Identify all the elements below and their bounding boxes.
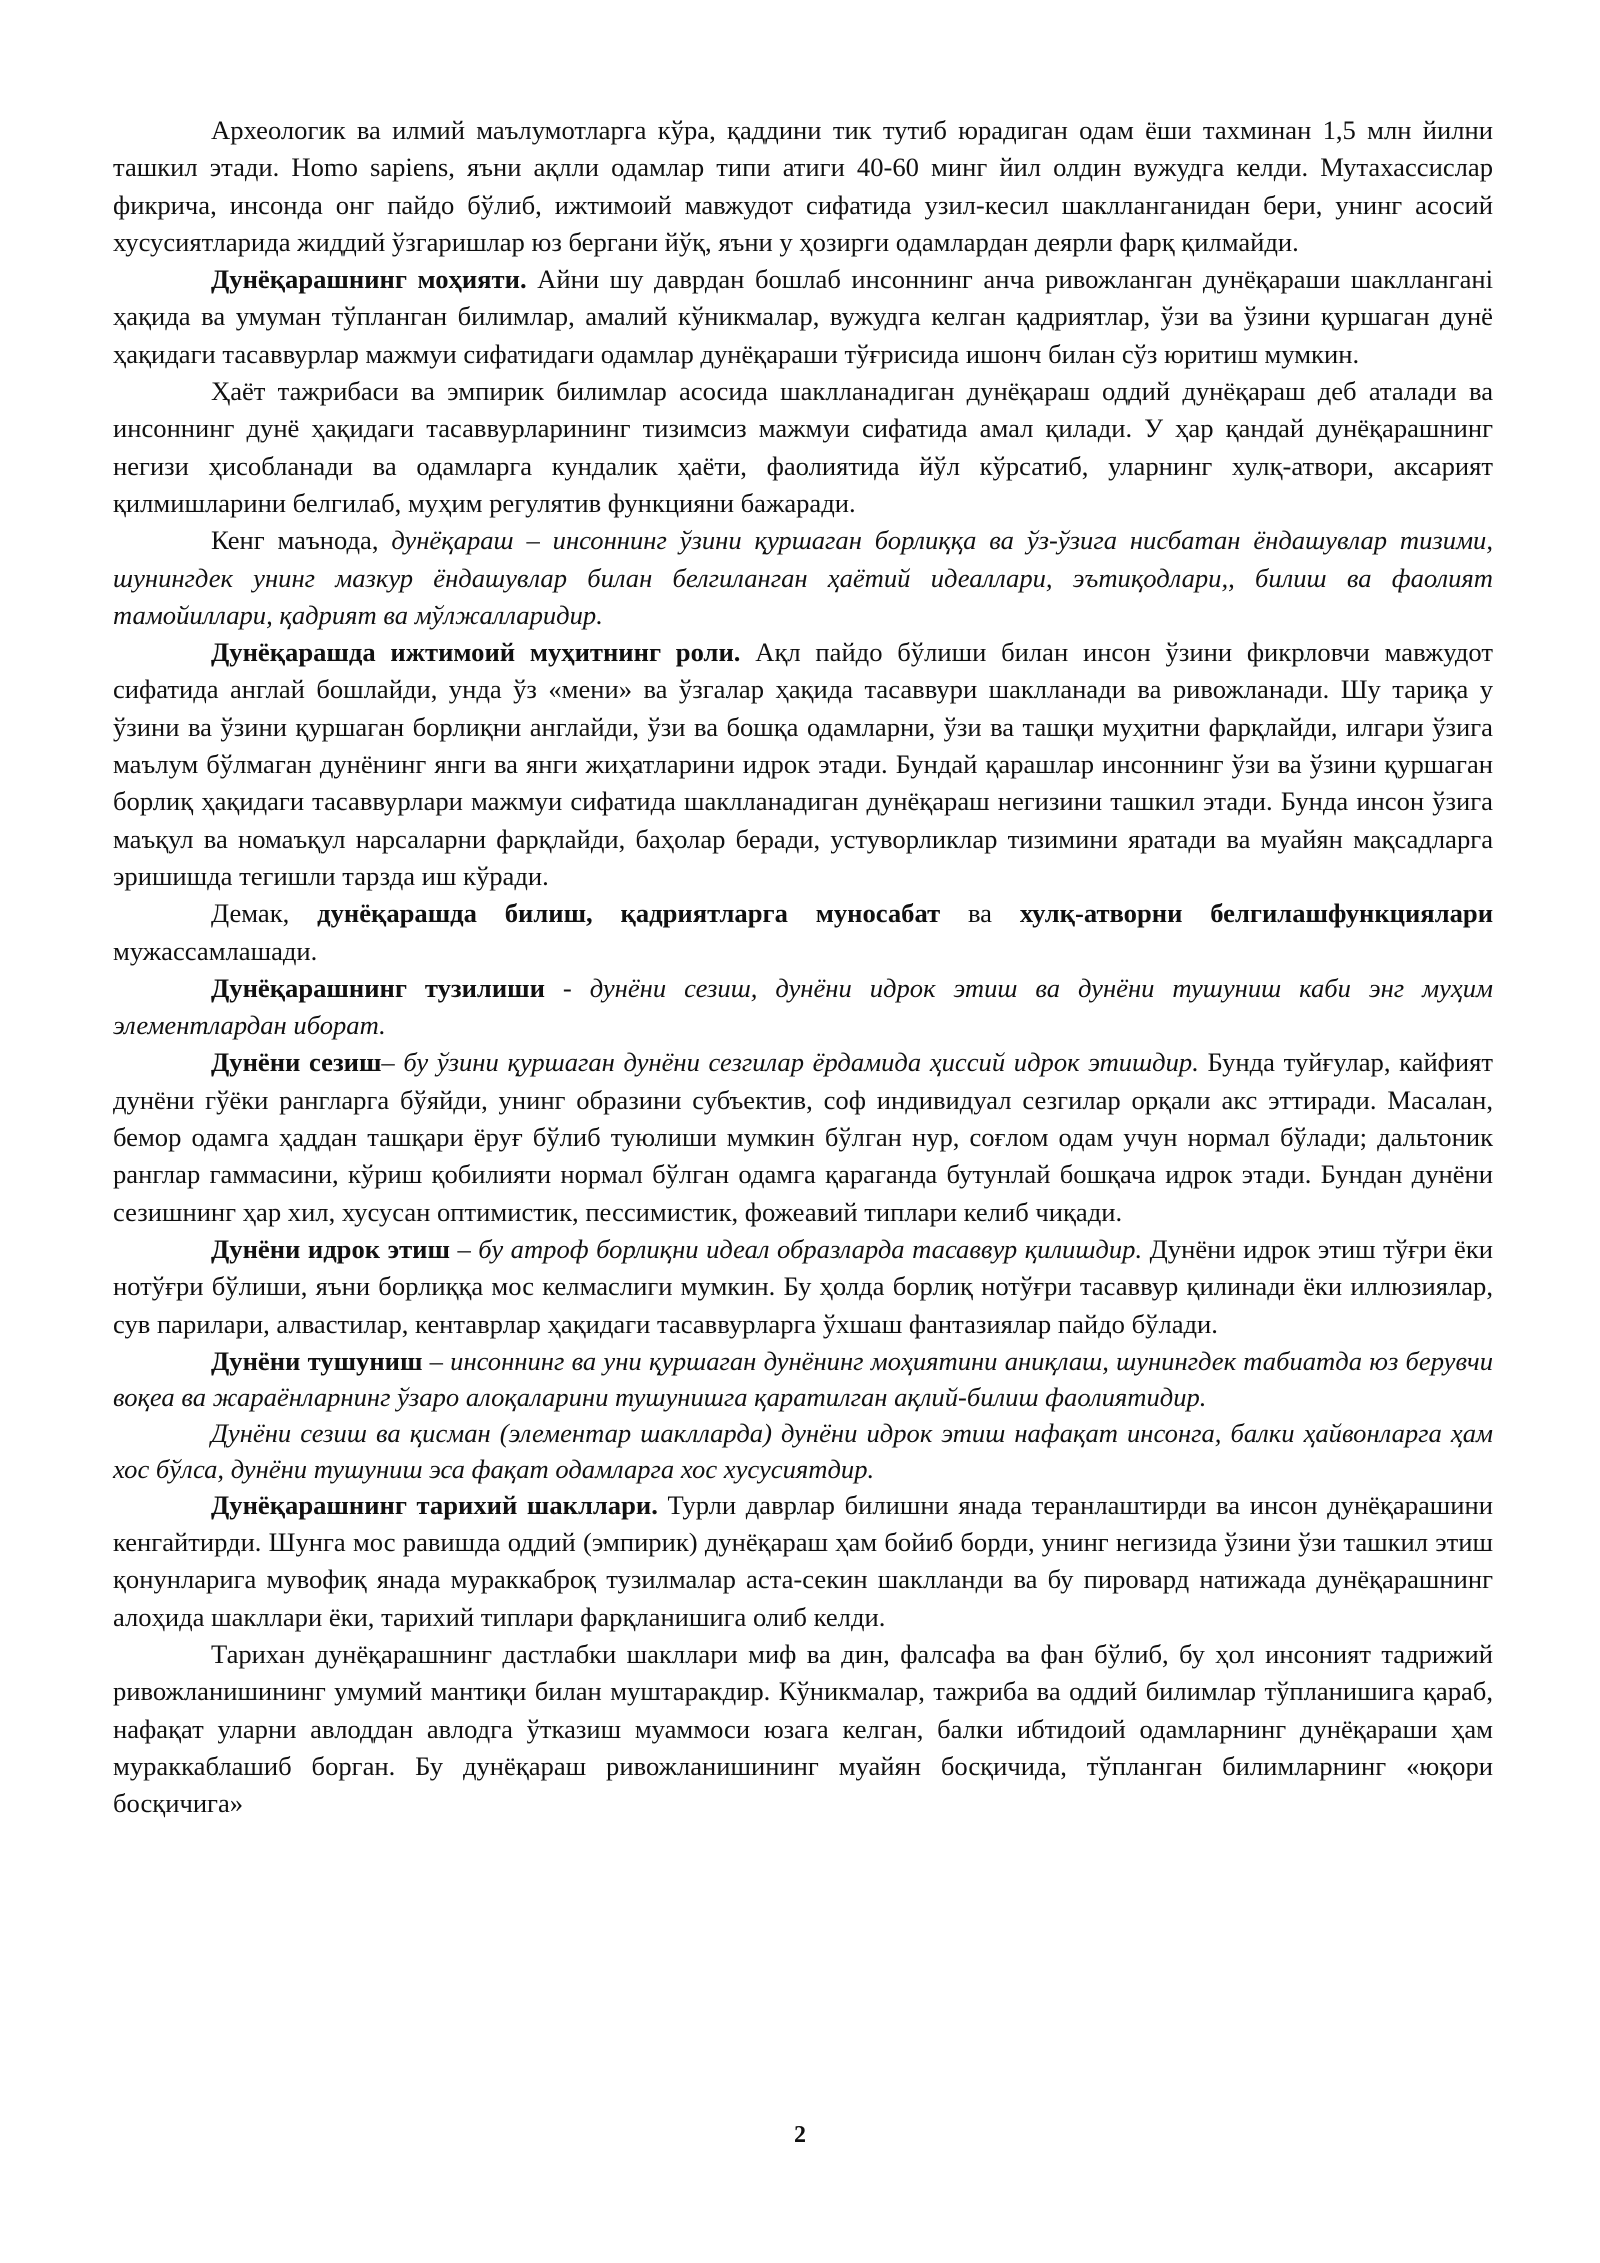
paragraph-understanding [113,1343,1493,1415]
paragraph-text: Археологик ва илмий маълумотларга кўра, қаддини тик тутиб юрадиган одам ёши тахминан 1,5 млн йилни ташкил этади. Homo sapiens, яъни ақлли одамлар типи атиги 40-60 минг йил олдин вужудга келди. Мутахассислар фикрича, инсонда онг пайдо бўлиб, ижтимоий мавжудот сифатида узил-кесил шаклланганидан бери, унинг асосий хусусиятларида жиддий ўзгаришлар юз бергани йўқ, яъни у ҳозирги одамлардан деярли фарқ қилмайди. [113,115,1493,257]
paragraph-text: Дунёни идрок этиш тўғри ёки нотўғри бўлиши, яъни борлиққа мос келмаслиги мумкин. Бу ҳолда борлиқ нотўғри тасаввур қилинади ёки иллюзиялар, сув парилари, алвастилар, кентаврлар ҳақидаги тасаввурларга ўхшаш фантазиялар пайдо бўлади. [113,1233,1494,1339]
paragraph-text: Турли даврлар билишни янада теранлаштирди ва инсон дунёқарашини кенгайтирди. Шунга мос равишда оддий (эмпирик) дунёқараш ҳам бойиб борди, унинг негизида ўзини ўзи ташкил этиш қонунларига мувофиқ янада мураккаброқ тузилмалар аста-секин шаклланди ва бу пировард натижада дунёқарашнинг алоҳида шакллари ёки, тарихий типлари фарқланишига олиб келди. [113,1489,1493,1632]
definition-text: дунёни сезиш, дунёни идрок этиш ва дунёни тушуниш каби энг муҳим элементлардан иборат. [113,972,1494,1041]
paragraph-comparison [113,1415,1493,1487]
paragraph-lead: Кенг маънода, [211,525,392,556]
heading-separator: – [381,1047,404,1078]
paragraph-historical-forms [113,1487,1493,1636]
section-heading: Дунёқарашнинг тарихий шакллари. [211,1489,658,1520]
paragraph-text: Ҳаёт тажрибаси ва эмпирик билимлар асосида шаклланадиган дунёқараш оддий дунёқараш деб аталади ва инсоннинг дунё ҳақидаги тасаввурларининг тизимсиз мажмуи сифатида амал қилади. У ҳар қандай дунёқарашнинг негизи ҳисобланади ва одамларга кундалик ҳаёти, фаолиятида йўл кўрсатиб, уларнинг хулқ-атвори, аксарият қилмишларини белгилаб, муҳим регулятив функцияни бажаради. [113,376,1493,518]
paragraph-lead: Демак, [211,898,318,929]
heading-separator: – [449,1233,479,1264]
paragraph-structure [113,970,1493,1045]
paragraph-text: Ақл пайдо бўлиши билан инсон ўзини фикрловчи мавжудот сифатида англай бошлайди, унда ўз «мени» ва ўзгалар ҳақида тасаввури шаклланади ва ривожланади. Шу тариқа у ўзини ва ўзини қуршаган борлиқни англайди, ўзи ва бошқа одамларни, ўзи ва ташқи муҳитни фарқлайди, илгари ўзига маълум бўлмаган дунёнинг янги ва янги жиҳатларини идрок этади. Бундай қарашлар инсоннинг ўзи ва ўзини қуршаган борлиқ ҳақидаги тасаввурлари мажмуи сифатида шаклланадиган дунёқараш негизини ташкил этади. Бунда инсон ўзига маъқул ва номаъқул нарсаларни фарқлайди, баҳолар беради, устуворликлар тизимини яратади ва муайян мақсадларга эришишда тегишли тарзда иш кўради. [113,637,1493,891]
paragraph-tail: мужассамлашади. [113,935,318,966]
definition-text: дунёқараш – инсоннинг ўзини қуршаган борлиққа ва ўз-ўзига нисбатан ёндашувлар тизими, шунингдек унинг мазкур ёндашувлар билан белгиланган ҳаётий идеаллари, эътиқодлари,, билиш ва фаолият тамойиллари, қадрият ва мўлжалларидир. [113,525,1493,630]
paragraph-definition [113,522,1493,634]
section-heading: Дунёқарашнинг моҳияти. [211,264,527,295]
paragraph-sensing [113,1044,1493,1230]
section-heading: Дунёни тушуниш [211,1345,423,1376]
section-heading: Дунёқарашда ижтимоий муҳитнинг роли. [211,637,741,668]
paragraph-conclusion [113,895,1493,970]
paragraph-perception [113,1231,1493,1343]
paragraph-early-forms [113,1636,1493,1822]
definition-text: инсоннинг ва уни қуршаган дунёнинг моҳиятини аниқлаш, шунингдек табиатда юз берувчи воқеа ва жараёнларнинг ўзаро алоқаларини тушунишга қаратилган ақлий-билиш фаолиятидир. [113,1345,1494,1412]
paragraph-social-environment [113,634,1493,895]
section-heading: Дунёқарашнинг тузилиши [211,972,545,1003]
paragraph-essence [113,261,1493,373]
definition-text: бу атроф борлиқни идеал образларда тасаввур қилишдир. [478,1233,1143,1264]
paragraph-text: Айни шу даврдан бошлаб инсоннинг анча ривожланган дунёқараши шаклланганi ҳақида ва умуман тўпланган билимлар, амалий кўникмалар, вужудга келган қадриятлар, ўзи ва ўзини қуршаган дунё ҳақидаги тасаввурлар мажмуи сифатидаги одамлар дунёқараши тўғрисида ишонч билан сўз юритиш мумкин. [113,264,1493,369]
section-heading: Дунёни идрок этиш [211,1233,450,1264]
definition-text: бу ўзини қуршаган дунёни сезгилар ёрдамида ҳиссий идрок этишдир. [403,1047,1199,1078]
heading-separator: - [544,972,590,1003]
document-page [113,112,1493,1822]
section-heading: Дунёни сезиш [211,1047,382,1078]
paragraph-ordinary-worldview [113,373,1493,522]
paragraph-text: Бунда туйғулар, кайфият дунёни гўёки рангларга бўяйди, унинг образини субъектив, соф индивидуал сезгилар орқали акс эттиради. Масалан, бемор одамга ҳаддан ташқари ёруғ бўлиб туюлиши мумкин бўлган нур, соғлом одам учун нормал бўлади; дальтоник ранглар гаммасини, кўриш қобилияти нормал бўлган одамга қараганда бутунлай бошқача идрок этади. Бундан дунёни сезишнинг ҳар хил, хусусан оптимистик, пессимистик, фожеавий типлари келиб чиқади. [113,1047,1493,1227]
heading-separator: – [422,1345,451,1376]
page-number: 2 [794,2122,806,2148]
paragraph-conjunction: ва [940,898,1020,929]
paragraph-text: Тарихан дунёқарашнинг дастлабки шакллари миф ва дин, фалсафа ва фан бўлиб, бу ҳол инсоният тадрижий ривожланишининг умумий мантиқи билан муштаракдир. Кўникмалар, тажриба ва оддий билимлар тўпланишига қараб, нафақат уларни авлоддан авлодга ўтказиш муаммоси юзага келган, балки ибтидоий одамларнинг дунёқараши ҳам мураккаблашиб борган. Бу дунёқараш ривожланишининг муайян босқичида, тўпланган билимларнинг «юқори босқичига» [113,1638,1493,1819]
emphasis-behavior: хулқ-атворни белгилашфункциялари [1019,898,1494,929]
paragraph-intro [113,112,1493,261]
emphasis-functions: дунёқарашда билиш, қадриятларга муносабат [317,898,941,929]
definition-text: Дунёни сезиш ва қисман (элементар шаклларда) дунёни идрок этиш нафақат инсонга, балки ҳайвонларга ҳам хос бўлса, дунёни тушуниш эса фақат одамларга хос хусусиятдир. [113,1417,1493,1484]
